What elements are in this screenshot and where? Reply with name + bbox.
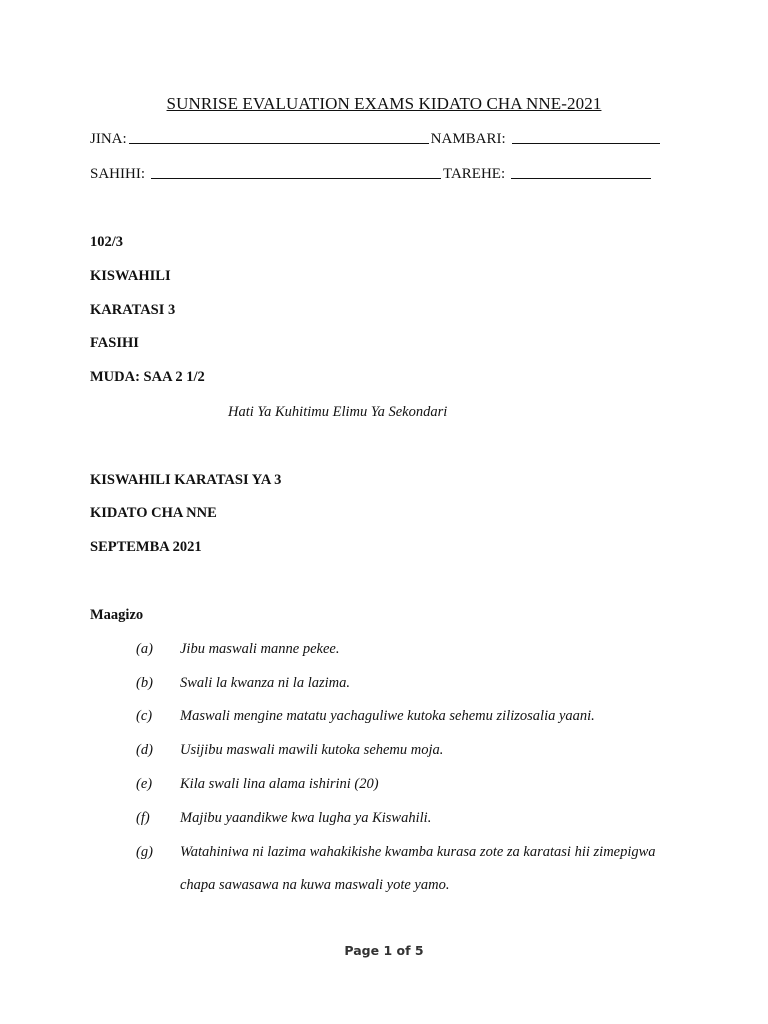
instruction-label: (b) bbox=[136, 675, 153, 691]
instruction-text: Swali la kwanza ni la lazima. bbox=[180, 675, 350, 691]
jina-label: JINA: bbox=[90, 131, 127, 147]
sahihi-blank-line bbox=[151, 177, 441, 179]
instruction-item bbox=[136, 708, 716, 725]
certificate-subtitle: Hati Ya Kuhitimu Elimu Ya Sekondari bbox=[228, 404, 448, 420]
instruction-item bbox=[136, 810, 716, 827]
tarehe-blank-line bbox=[511, 177, 651, 179]
instruction-item bbox=[136, 742, 716, 759]
paper-number: KARATASI 3 bbox=[90, 302, 176, 318]
instruction-item bbox=[136, 844, 736, 861]
page-number: Page 1 of 5 bbox=[344, 943, 424, 958]
instruction-item bbox=[136, 776, 716, 793]
signature-date-row bbox=[90, 166, 653, 183]
paper-code: 102/3 bbox=[90, 234, 124, 250]
instruction-label: (a) bbox=[136, 641, 153, 657]
page-title: SUNRISE EVALUATION EXAMS KIDATO CHA NNE-2021 bbox=[166, 94, 602, 113]
instruction-label: (e) bbox=[136, 776, 153, 792]
duration: MUDA: SAA 2 1/2 bbox=[90, 369, 205, 385]
instruction-text: Jibu maswali manne pekee. bbox=[180, 641, 340, 657]
form-level-line: KIDATO CHA NNE bbox=[90, 505, 217, 521]
instruction-text: Watahiniwa ni lazima wahakikishe kwamba kurasa zote za karatasi hii zimepigwa bbox=[180, 844, 656, 860]
instructions-heading: Maagizo bbox=[90, 607, 144, 623]
exam-date-line: SEPTEMBA 2021 bbox=[90, 539, 202, 555]
nambari-blank-line bbox=[512, 142, 660, 144]
instruction-text: Maswali mengine matatu yachaguliwe kutoka sehemu zilizosalia yaani. bbox=[180, 708, 595, 724]
instruction-text: Majibu yaandikwe kwa lugha ya Kiswahili. bbox=[180, 810, 432, 826]
instruction-label: (g) bbox=[136, 844, 153, 860]
paper-title-line: KISWAHILI KARATASI YA 3 bbox=[90, 472, 282, 488]
instruction-text: Kila swali lina alama ishirini (20) bbox=[180, 776, 379, 792]
subject-name: KISWAHILI bbox=[90, 268, 171, 284]
sahihi-label: SAHIHI: bbox=[90, 166, 145, 182]
instruction-item bbox=[136, 675, 716, 692]
instruction-label: (c) bbox=[136, 708, 153, 724]
instruction-g-continuation: chapa sawasawa na kuwa maswali yote yamo. bbox=[180, 877, 450, 893]
tarehe-label: TAREHE: bbox=[443, 166, 506, 182]
name-number-row bbox=[90, 131, 662, 148]
jina-blank-line bbox=[129, 142, 429, 144]
paper-topic: FASIHI bbox=[90, 335, 139, 351]
instruction-label: (d) bbox=[136, 742, 153, 758]
nambari-label: NAMBARI: bbox=[430, 131, 506, 147]
instruction-item bbox=[136, 641, 716, 658]
instruction-label: (f) bbox=[136, 810, 150, 826]
instruction-text: Usijibu maswali mawili kutoka sehemu moja. bbox=[180, 742, 444, 758]
